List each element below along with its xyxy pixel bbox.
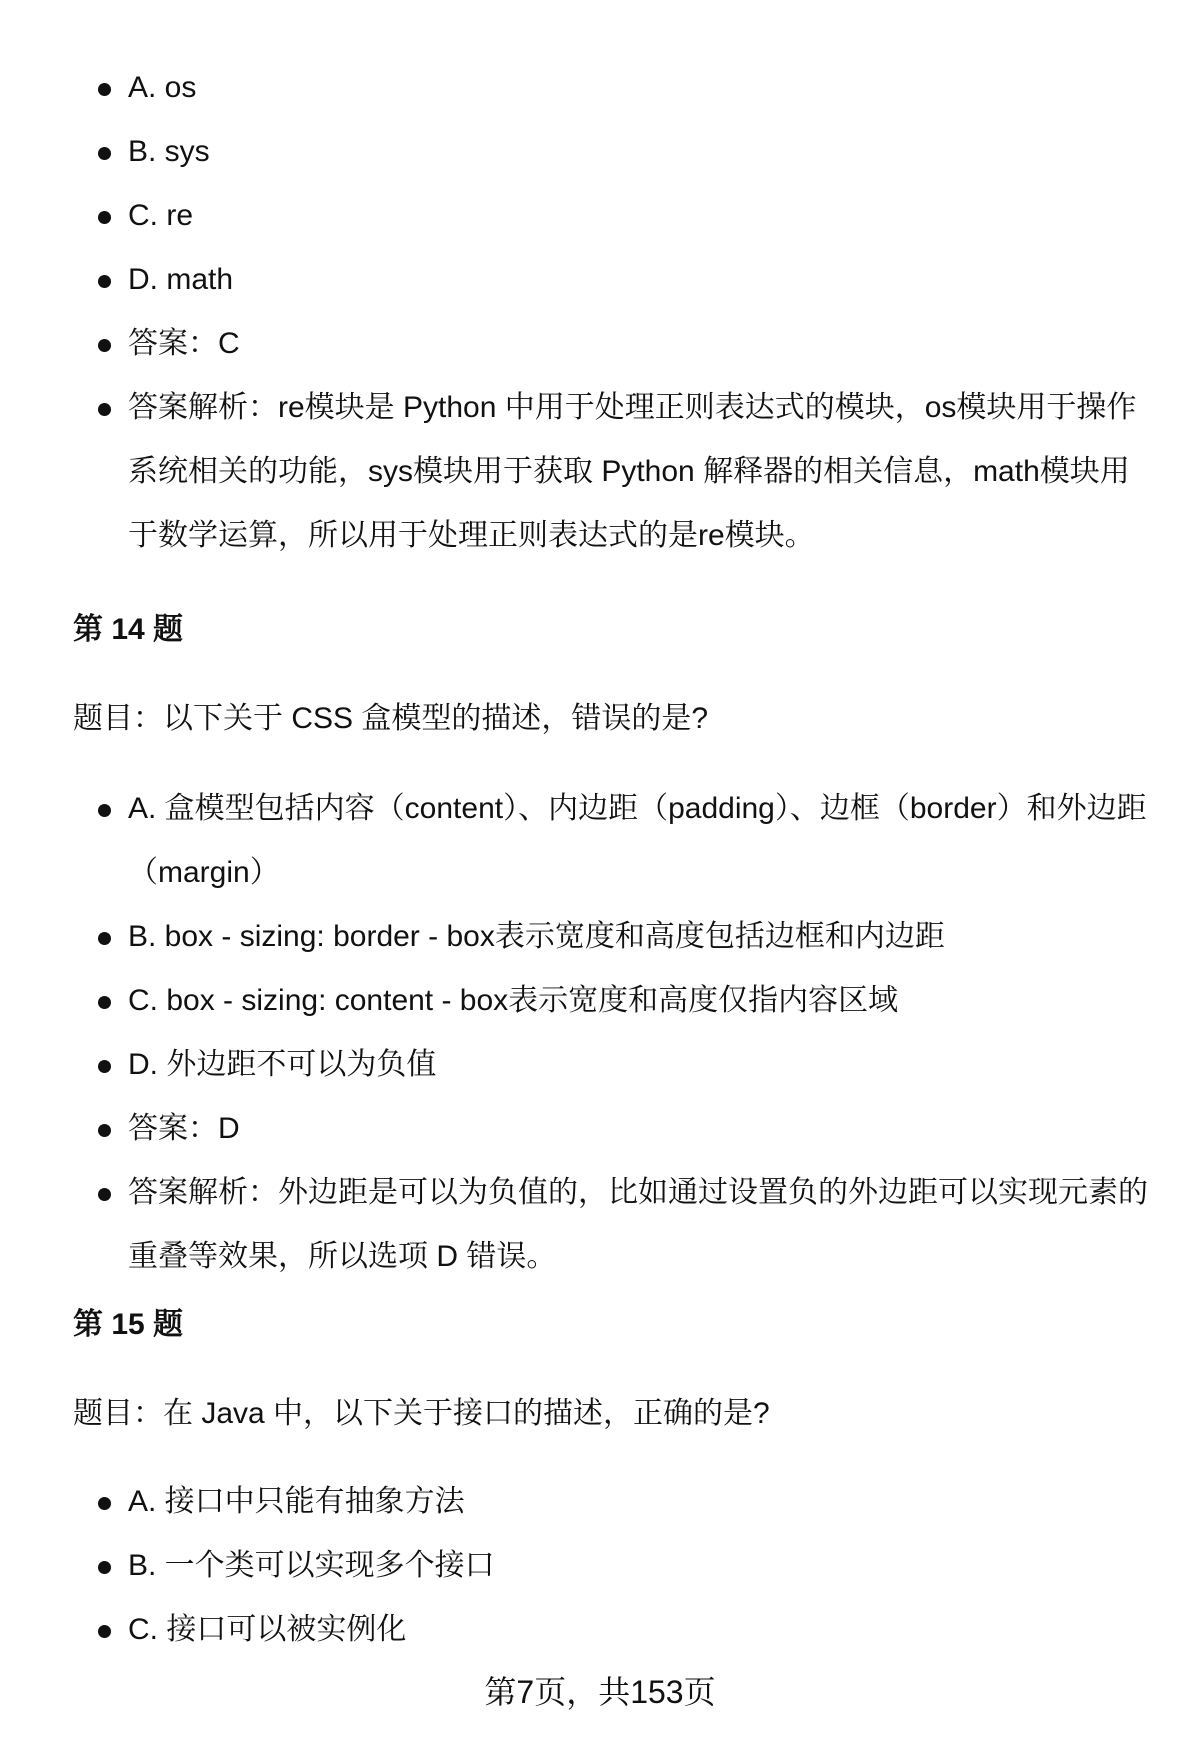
bullet-icon [98,83,111,96]
bullet-icon [98,1497,111,1510]
q13-option-d: D. math [98,248,1158,312]
q15-options-list [98,1470,1158,1662]
q14-answer: 答案：D [98,1097,1158,1161]
bullet-icon [98,1625,111,1638]
bullet-icon [98,932,111,945]
q13-option-c: C. re [98,184,1158,248]
q15-question: 题目：在 Java 中，以下关于接口的描述，正确的是? [73,1397,770,1430]
q13-option-a: A. os [98,56,1158,120]
q15-option-c: C. 接口可以被实例化 [98,1598,1158,1662]
bullet-icon [98,1060,111,1073]
bullet-icon [98,996,111,1009]
q15-option-a: A. 接口中只能有抽象方法 [98,1470,1158,1534]
page-number-footer: 第7页，共153页 [484,1674,716,1710]
bullet-icon [98,804,111,817]
q14-options-list [98,777,1158,1289]
q14-question: 题目：以下关于 CSS 盒模型的描述，错误的是? [73,702,709,735]
bullet-icon [98,1124,111,1137]
q14-explanation: 答案解析：外边距是可以为负值的，比如通过设置负的外边距可以实现元素的重叠等效果，所以选项 D 错误。 [98,1161,1158,1289]
q13-answer: 答案：C [98,312,1158,376]
bullet-icon [98,147,111,160]
q13-explanation: 答案解析：re模块是 Python 中用于处理正则表达式的模块，os模块用于操作系统相关的功能，sys模块用于获取 Python 解释器的相关信息，math模块用于数学运算，所以用于处理正则表达式的是re模块。 [98,376,1158,568]
q14-option-c: C. box - sizing: content - box表示宽度和高度仅指内容区域 [98,969,1158,1033]
q15-heading: 第 15 题 [73,1308,184,1341]
bullet-icon [98,211,111,224]
q15-option-b: B. 一个类可以实现多个接口 [98,1534,1158,1598]
q14-heading: 第 14 题 [73,613,184,646]
q14-option-b: B. box - sizing: border - box表示宽度和高度包括边框和内边距 [98,905,1158,969]
bullet-icon [98,403,111,416]
bullet-icon [98,339,111,352]
bullet-icon [98,275,111,288]
bullet-icon [98,1188,111,1201]
q14-option-a: A. 盒模型包括内容（content）、内边距（padding）、边框（border）和外边距（margin） [98,777,1158,905]
q14-option-d: D. 外边距不可以为负值 [98,1033,1158,1097]
q13-options-list [98,56,1158,568]
bullet-icon [98,1561,111,1574]
q13-option-b: B. sys [98,120,1158,184]
